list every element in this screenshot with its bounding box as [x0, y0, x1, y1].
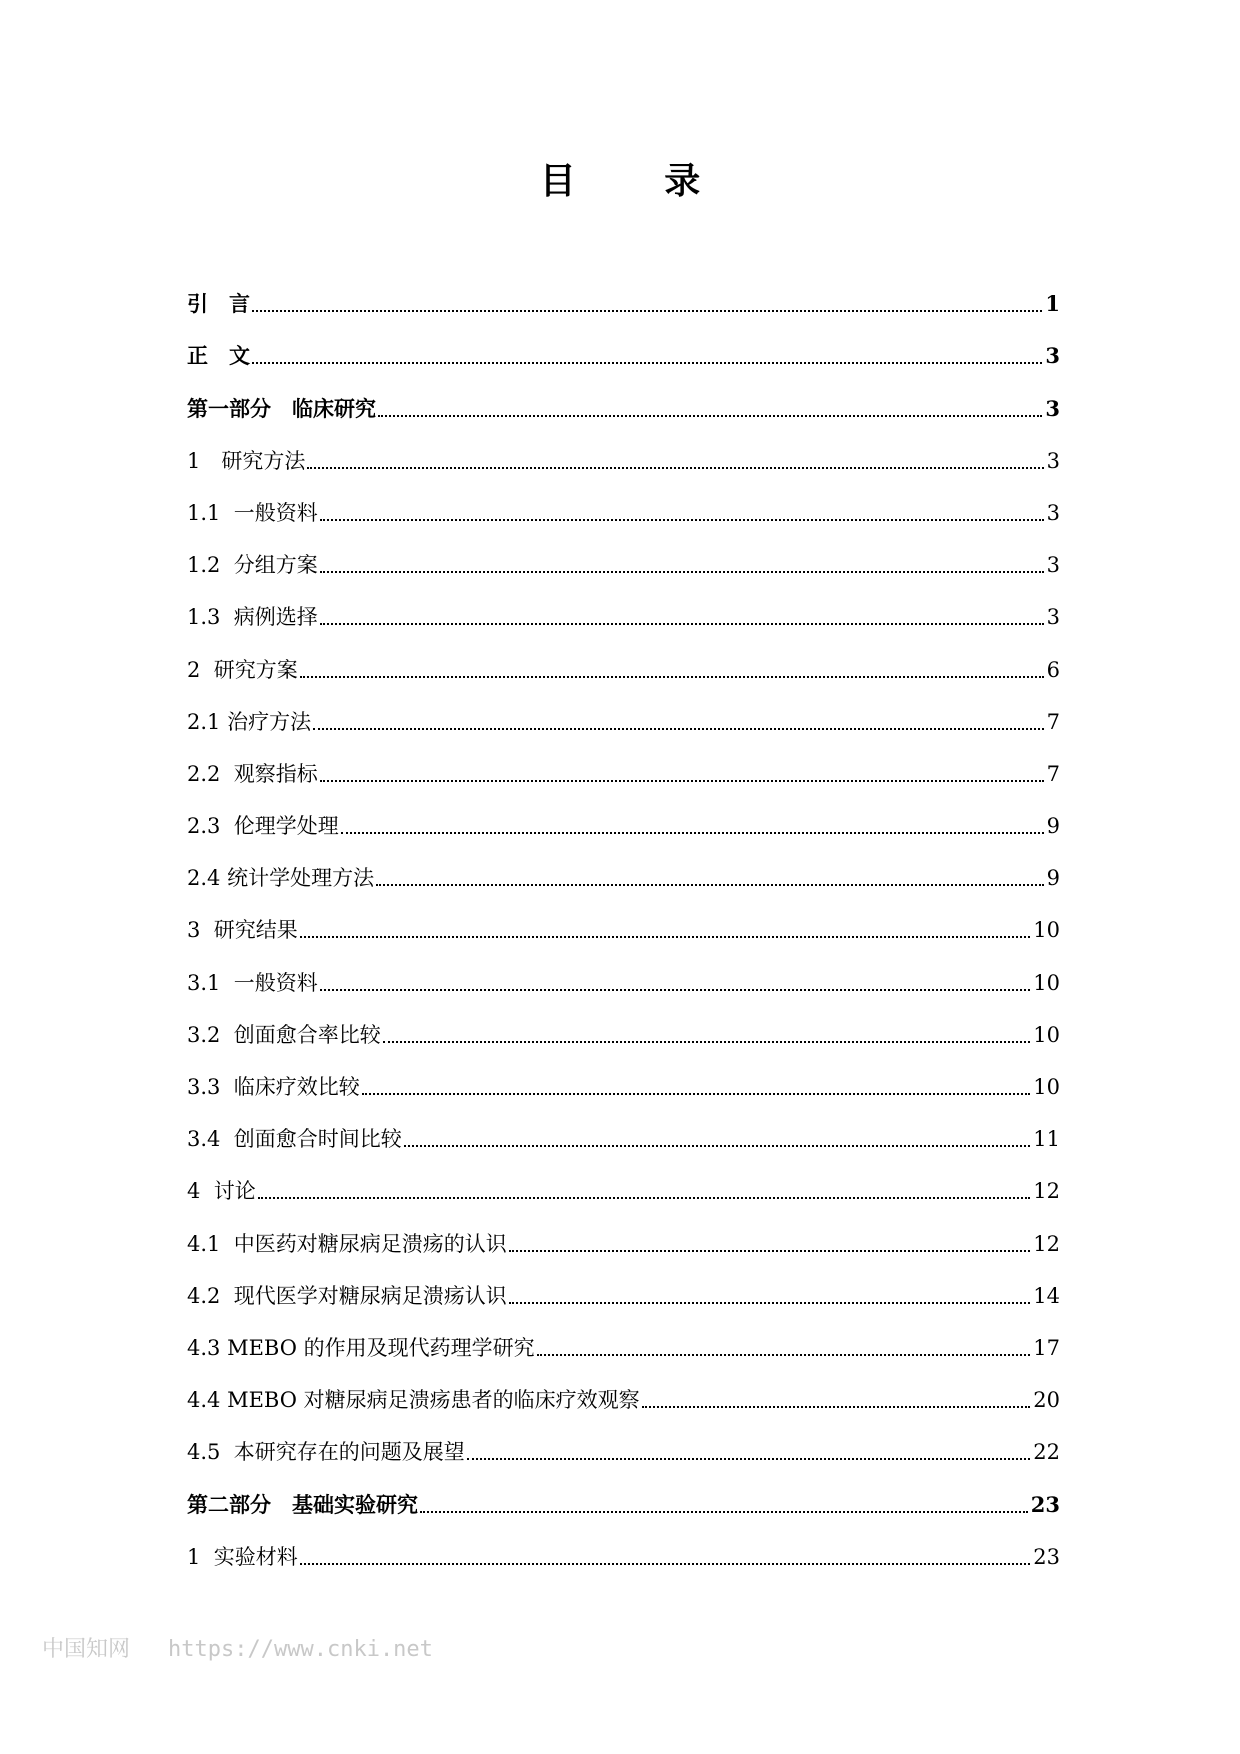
toc-dot-leader	[320, 571, 1044, 573]
toc-entry[interactable]	[187, 630, 1060, 682]
toc-entry-label: 4.1 中医药对糖尿病足溃疡的认识	[187, 1231, 507, 1256]
toc-dot-leader	[320, 623, 1044, 625]
toc-entry-page-number: 9	[1046, 866, 1060, 891]
toc-entry[interactable]	[187, 839, 1060, 891]
toc-entry[interactable]	[187, 526, 1060, 578]
toc-entry[interactable]	[187, 1100, 1060, 1152]
toc-entry[interactable]	[187, 474, 1060, 526]
toc-entry-page-number: 14	[1033, 1283, 1060, 1308]
toc-dot-leader	[320, 780, 1044, 782]
toc-dot-leader	[362, 1093, 1031, 1095]
toc-entry-label: 4.5 本研究存在的问题及展望	[187, 1440, 465, 1465]
toc-entry[interactable]	[187, 735, 1060, 787]
toc-entry-label: 2.1 治疗方法	[187, 709, 312, 734]
toc-dot-leader	[313, 728, 1044, 730]
toc-entry-label: 1 研究方法	[187, 448, 306, 473]
toc-dot-leader	[258, 1197, 1031, 1199]
toc-dot-leader	[252, 310, 1042, 312]
toc-entry[interactable]	[187, 683, 1060, 735]
toc-dot-leader	[300, 1563, 1031, 1565]
toc-dot-leader	[341, 832, 1044, 834]
toc-entry[interactable]	[187, 422, 1060, 474]
toc-dot-leader	[509, 1302, 1031, 1304]
toc-dot-leader	[376, 884, 1044, 886]
toc-entry-label: 引 言	[187, 291, 250, 317]
watermark-brand: 中国知网	[42, 1637, 131, 1662]
toc-entry-page-number: 10	[1033, 918, 1060, 943]
toc-entry-label: 1.1 一般资料	[187, 500, 318, 525]
toc-dot-leader	[404, 1145, 1031, 1147]
toc-entry-page-number: 1	[1045, 291, 1060, 317]
toc-dot-leader	[307, 467, 1043, 469]
toc-entry-page-number: 23	[1030, 1491, 1060, 1517]
toc-entry-page-number: 12	[1033, 1231, 1060, 1256]
toc-dot-leader	[537, 1354, 1031, 1356]
toc-dot-leader	[420, 1511, 1028, 1513]
toc-entry-page-number: 20	[1033, 1388, 1060, 1413]
toc-dot-leader	[642, 1406, 1031, 1408]
toc-entry-page-number: 6	[1046, 657, 1060, 682]
toc-entry-label: 3.4 创面愈合时间比较	[187, 1127, 402, 1152]
toc-entry-page-number: 23	[1033, 1544, 1060, 1569]
toc-entry-label: 4.4 MEBO 对糖尿病足溃疡患者的临床疗效观察	[187, 1388, 640, 1413]
toc-dot-leader	[320, 519, 1044, 521]
toc-entry-page-number: 3	[1045, 395, 1060, 421]
toc-entry-page-number: 7	[1046, 709, 1060, 734]
toc-entry[interactable]	[187, 891, 1060, 943]
toc-entry-label: 4 讨论	[187, 1179, 256, 1204]
toc-dot-leader	[378, 415, 1042, 417]
toc-entry-page-number: 10	[1033, 970, 1060, 995]
toc-entry[interactable]	[187, 996, 1060, 1048]
toc-entry-label: 第一部分 临床研究	[187, 395, 376, 421]
toc-entry[interactable]	[187, 943, 1060, 995]
toc-entry[interactable]	[187, 1518, 1060, 1570]
toc-entry-page-number: 3	[1046, 500, 1060, 525]
toc-entry[interactable]	[187, 1361, 1060, 1413]
toc-dot-leader	[509, 1250, 1031, 1252]
toc-dot-leader	[300, 936, 1031, 938]
toc-entry[interactable]	[187, 265, 1060, 317]
toc-entry[interactable]	[187, 1309, 1060, 1361]
toc-entry-page-number: 3	[1046, 553, 1060, 578]
toc-entry-page-number: 10	[1033, 1075, 1060, 1099]
toc-entry[interactable]	[187, 317, 1060, 369]
page-title: 目 录	[539, 160, 739, 202]
table-of-contents	[187, 265, 1060, 1570]
toc-entry-label: 4.2 现代医学对糖尿病足溃疡认识	[187, 1283, 507, 1308]
toc-entry-page-number: 22	[1033, 1440, 1060, 1465]
toc-dot-leader	[300, 676, 1044, 678]
toc-entry-label: 第二部分 基础实验研究	[187, 1491, 418, 1517]
toc-entry-label: 正 文	[187, 343, 250, 369]
toc-dot-leader	[467, 1458, 1031, 1460]
toc-entry[interactable]	[187, 1152, 1060, 1204]
toc-entry-page-number: 17	[1033, 1335, 1060, 1360]
toc-entry-label: 3.2 创面愈合率比较	[187, 1022, 381, 1047]
toc-entry[interactable]	[187, 1204, 1060, 1256]
watermark-url: https://www.cnki.net	[168, 1637, 433, 1662]
toc-entry[interactable]	[187, 1048, 1060, 1100]
toc-entry-page-number: 12	[1033, 1179, 1060, 1204]
toc-entry-page-number: 11	[1033, 1127, 1060, 1152]
toc-entry-label: 4.3 MEBO 的作用及现代药理学研究	[187, 1335, 535, 1360]
toc-entry-page-number: 3	[1045, 343, 1060, 369]
toc-entry-label: 1 实验材料	[187, 1544, 298, 1569]
toc-entry-label: 1.2 分组方案	[187, 553, 318, 578]
toc-entry-label: 3.1 一般资料	[187, 970, 318, 995]
toc-entry[interactable]	[187, 369, 1060, 421]
toc-entry-label: 2.2 观察指标	[187, 761, 318, 786]
toc-entry-page-number: 9	[1046, 814, 1060, 839]
toc-entry[interactable]	[187, 1257, 1060, 1309]
toc-entry-label: 2.4 统计学处理方法	[187, 866, 375, 891]
toc-entry[interactable]	[187, 578, 1060, 630]
toc-entry-page-number: 3	[1046, 605, 1060, 630]
toc-dot-leader	[320, 989, 1031, 991]
toc-entry-page-number: 10	[1033, 1022, 1060, 1047]
toc-entry[interactable]	[187, 1413, 1060, 1465]
toc-entry[interactable]	[187, 787, 1060, 839]
toc-dot-leader	[252, 362, 1042, 364]
toc-entry-label: 3 研究结果	[187, 918, 298, 943]
toc-entry-label: 1.3 病例选择	[187, 605, 318, 630]
toc-entry-label: 3.3 临床疗效比较	[187, 1075, 360, 1099]
toc-entry-page-number: 7	[1046, 761, 1060, 786]
toc-entry-page-number: 3	[1046, 448, 1060, 473]
toc-entry-label: 2.3 伦理学处理	[187, 814, 339, 839]
toc-dot-leader	[383, 1041, 1031, 1043]
watermark-footer	[42, 1632, 433, 1663]
toc-entry-label: 2 研究方案	[187, 657, 298, 682]
toc-entry[interactable]	[187, 1465, 1060, 1517]
